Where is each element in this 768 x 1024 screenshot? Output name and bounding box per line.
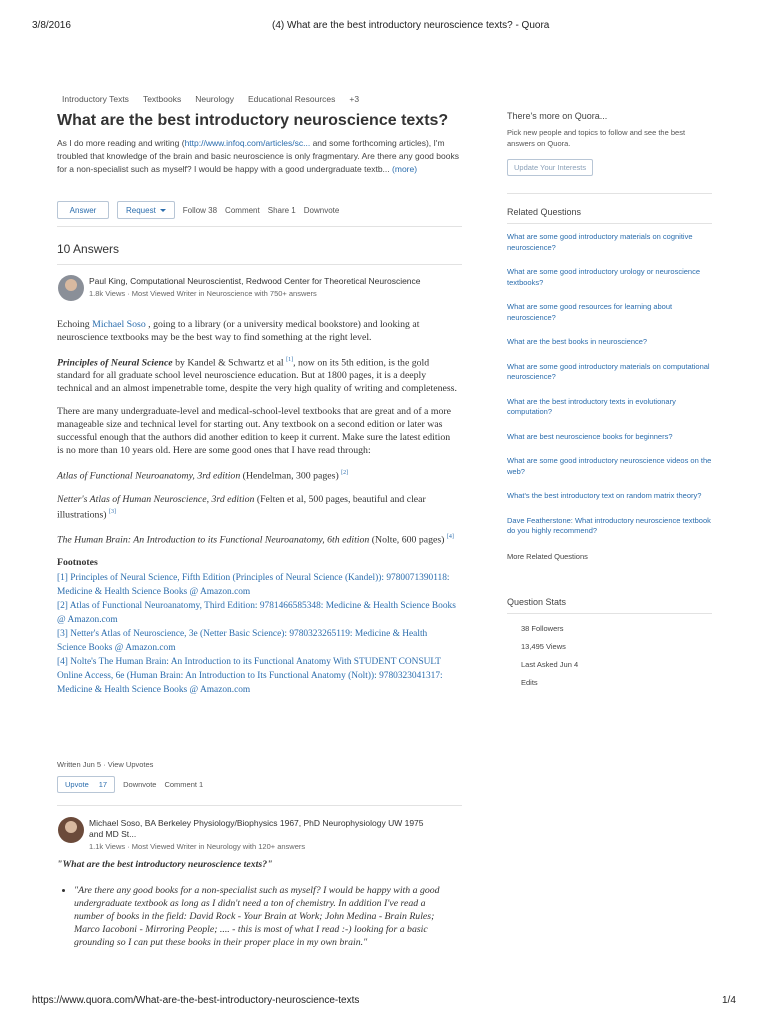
related-question-link[interactable]: What's the best introductory text on random matrix theory? — [507, 491, 702, 500]
question-link[interactable]: http://www.infoq.com/articles/sc... — [184, 138, 311, 148]
footnotes-list — [57, 571, 457, 697]
related-question-link[interactable]: What are some good introductory neuroscience videos on the web? — [507, 456, 712, 476]
footnote-link[interactable]: [4] Nolte's The Human Brain: An Introduction to its Functional Anatomy With STUDENT CONSULT Online Access, 6e (Human Brain: An Introduction to Its Functional Anatomy (Nolt)): 9780323041317: Medicine & Health Science Books @ Amazon.com — [57, 657, 443, 696]
footnote-link[interactable]: [1] Principles of Neural Science, Fifth Edition (Principles of Neural Science (Kandel)): 9780071390118: Medicine & Health Science Books @ Amazon.com — [57, 573, 450, 598]
topic-more[interactable]: +3 — [349, 94, 360, 104]
text: , going to a library (or a university medical bookstore) and looking at neuroscience textbooks may be the best way to find something at the right level. — [57, 319, 420, 343]
print-title: (4) What are the best introductory neuroscience texts? - Quora — [272, 20, 550, 31]
topic-educational-resources[interactable]: Educational Resources — [247, 94, 336, 104]
answer-action-bar — [57, 776, 203, 793]
print-url: https://www.quora.com/What-are-the-best-introductory-neuroscience-texts — [32, 995, 360, 1006]
sidebar-more-title: There's more on Quora... — [507, 111, 608, 121]
question-action-bar — [57, 201, 462, 219]
answer-author[interactable]: Michael Soso, BA Berkeley Physiology/Biophysics 1967, PhD Neurophysiology UW 1975 and MD St... — [89, 818, 424, 839]
share-button[interactable]: Share 1 — [267, 205, 296, 215]
answer-author-block — [89, 276, 439, 298]
print-date: 3/8/2016 — [32, 20, 71, 31]
footnote-link[interactable]: [2] Atlas of Functional Neuroanatomy, Third Edition: 9781466585348: Medicine & Health Science Books @ Amazon.com — [57, 601, 456, 626]
comment-button[interactable]: Comment — [225, 205, 260, 215]
stats-list — [507, 624, 712, 687]
divider — [507, 193, 712, 194]
answer-button[interactable] — [57, 201, 109, 219]
more-link[interactable]: (more) — [392, 164, 418, 174]
stat-edits[interactable]: Edits — [521, 678, 538, 687]
follow-button[interactable]: Follow 38 — [182, 205, 218, 215]
avatar[interactable] — [58, 817, 84, 843]
divider — [57, 226, 462, 227]
chevron-down-icon — [160, 209, 166, 212]
avatar[interactable] — [58, 275, 84, 301]
answer-author-stats: 1.1k Views · Most Viewed Writer in Neurology with 120+ answers — [89, 842, 306, 851]
text: by Kandel & Schwartz et al — [172, 357, 287, 369]
divider — [57, 264, 462, 265]
topic-introductory-texts[interactable]: Introductory Texts — [62, 94, 129, 104]
answers-count: 10 Answers — [57, 242, 120, 256]
upvote-button[interactable] — [57, 776, 115, 793]
book-title: Principles of Neural Science — [57, 357, 173, 369]
topic-list — [62, 94, 359, 104]
topic-textbooks[interactable]: Textbooks — [142, 94, 182, 104]
answer-author-block — [89, 818, 439, 851]
footnote-ref[interactable]: [3] — [108, 508, 116, 515]
book-title: Netter's Atlas of Human Neuroscience, 3rd edition — [57, 493, 255, 505]
divider — [57, 805, 462, 806]
book-entry — [57, 467, 457, 482]
question-body-start: As I do more reading and writing ( — [57, 138, 185, 148]
question-stats — [507, 597, 712, 696]
related-question-link[interactable]: What are the best introductory texts in evolutionary computation? — [507, 396, 676, 416]
answer-author-stats: 1.8k Views · Most Viewed Writer in Neuroscience with 750+ answers — [89, 289, 317, 298]
related-question-link[interactable]: What are best neuroscience books for beginners? — [507, 431, 673, 441]
book-title: The Human Brain: An Introduction to its Functional Neuroanatomy, 6th edition — [57, 534, 370, 546]
answer-bullet-list — [62, 884, 447, 949]
answer-paragraph — [57, 354, 457, 395]
related-questions — [507, 207, 712, 562]
text: (Nolte, 600 pages) — [369, 534, 447, 546]
answer-timestamp[interactable]: Written Jun 5 · View Upvotes — [57, 760, 154, 769]
related-questions-title: Related Questions — [507, 207, 582, 217]
related-question-link[interactable]: What are some good introductory urology or neuroscience textbooks? — [507, 267, 701, 287]
footnote-ref[interactable]: [1] — [286, 357, 294, 363]
answer-body — [57, 318, 457, 697]
question-details — [57, 137, 462, 176]
request-button-label: Request — [126, 205, 156, 215]
related-question-link[interactable]: Dave Featherstone: What introductory neuroscience textbook do you highly recommend? — [507, 515, 711, 535]
text: Echoing — [57, 319, 93, 330]
related-question-link[interactable]: What are some good resources for learning about neuroscience? — [507, 302, 673, 322]
answer-author[interactable]: Paul King, Computational Neuroscientist, Redwood Center for Theoretical Neuroscience — [89, 276, 421, 286]
more-related-link[interactable]: More Related Questions — [507, 551, 588, 561]
footnote-ref[interactable]: [4] — [446, 533, 454, 540]
text: (Felten et al, 500 pages, beautiful and clear illustrations) — [57, 493, 426, 520]
book-title: Atlas of Functional Neuroanatomy, 3rd edition — [57, 470, 241, 482]
update-interests-button[interactable]: Update Your Interests — [507, 159, 593, 176]
sidebar-more-text: Pick new people and topics to follow and see the best answers on Quora. — [507, 128, 686, 148]
print-page-number: 1/4 — [722, 995, 736, 1006]
question-stats-title: Question Stats — [507, 597, 567, 607]
book-entry — [57, 531, 457, 546]
related-question-link[interactable]: What are some good introductory materials on computational neuroscience? — [507, 361, 710, 381]
stat-views: 13,495 Views — [521, 642, 566, 651]
upvote-label: Upvote — [65, 780, 89, 789]
upvote-count: 17 — [98, 780, 108, 789]
request-button[interactable] — [117, 201, 175, 219]
comment-button[interactable]: Comment 1 — [164, 780, 204, 789]
list-item: • "Are there any good books for a non-specialist such as myself? I would be happy with a good undergraduate textbook as long as I didn't need a ton of chemistry. In addition I've read a number of books in the field: David Rock - Your Brain at Work; John Medina - Brain Rules; Marco Iacoboni - Mirroring People; .... - this is most of what I read :-) looking for a basic grounding so I can put these books in their proper place in my own brain." — [74, 884, 447, 949]
divider — [507, 223, 712, 224]
answer-button-label: Answer — [69, 205, 97, 215]
text: (Hendelman, 300 pages) — [240, 470, 342, 482]
downvote-button[interactable]: Downvote — [123, 780, 157, 789]
footnote-link[interactable]: [3] Netter's Atlas of Neuroscience, 3e (Netter Basic Science): 9780323265119: Medicine & Health Science Books @ Amazon.com — [57, 629, 428, 654]
book-entry — [57, 493, 457, 521]
related-question-link[interactable]: What are the best books in neuroscience? — [507, 337, 648, 346]
mention-link[interactable]: Michael Soso — [92, 319, 146, 330]
answer-paragraph: There are many undergraduate-level and medical-school-level textbooks that are great and of a more manageable size and technical level for starting out. Any textbook on a second edition or later was successful enough that the authors did another edition to keep it current. Make sure the latest edition is no more than 10 years old. Here are some good ones that I have read through: — [57, 406, 451, 457]
question-title: What are the best introductory neuroscience texts? — [57, 112, 449, 129]
footnotes-title: Footnotes — [57, 557, 98, 569]
text: , now on its 5th edition, is the gold standard for all graduate school level neuroscience education. But at 1800 pages, it is a deeply technical and an almost impenetrable tome, despite the very high quality of writing and completeness. — [57, 357, 457, 395]
divider — [507, 613, 712, 614]
stat-last-asked: Last Asked Jun 4 — [521, 660, 579, 669]
answer-paragraph — [57, 318, 457, 344]
downvote-button[interactable]: Downvote — [303, 205, 340, 215]
footnote-ref[interactable]: [2] — [341, 470, 349, 477]
related-question-link[interactable]: What are some good introductory materials on cognitive neuroscience? — [507, 232, 693, 252]
question-body-rest: and some forthcoming articles), I'm troubled that knowledge of the brain and basic neuroscience is only fragmentary. Are there any good books for a non-specialist such as myself? I would be happy with a good undergraduate textb... — [57, 138, 459, 174]
sidebar — [507, 111, 712, 176]
stat-followers[interactable]: 38 Followers — [521, 624, 564, 633]
topic-neurology[interactable]: Neurology — [195, 94, 234, 104]
answer-quote: "What are the best introductory neuroscience texts?" — [57, 859, 273, 870]
